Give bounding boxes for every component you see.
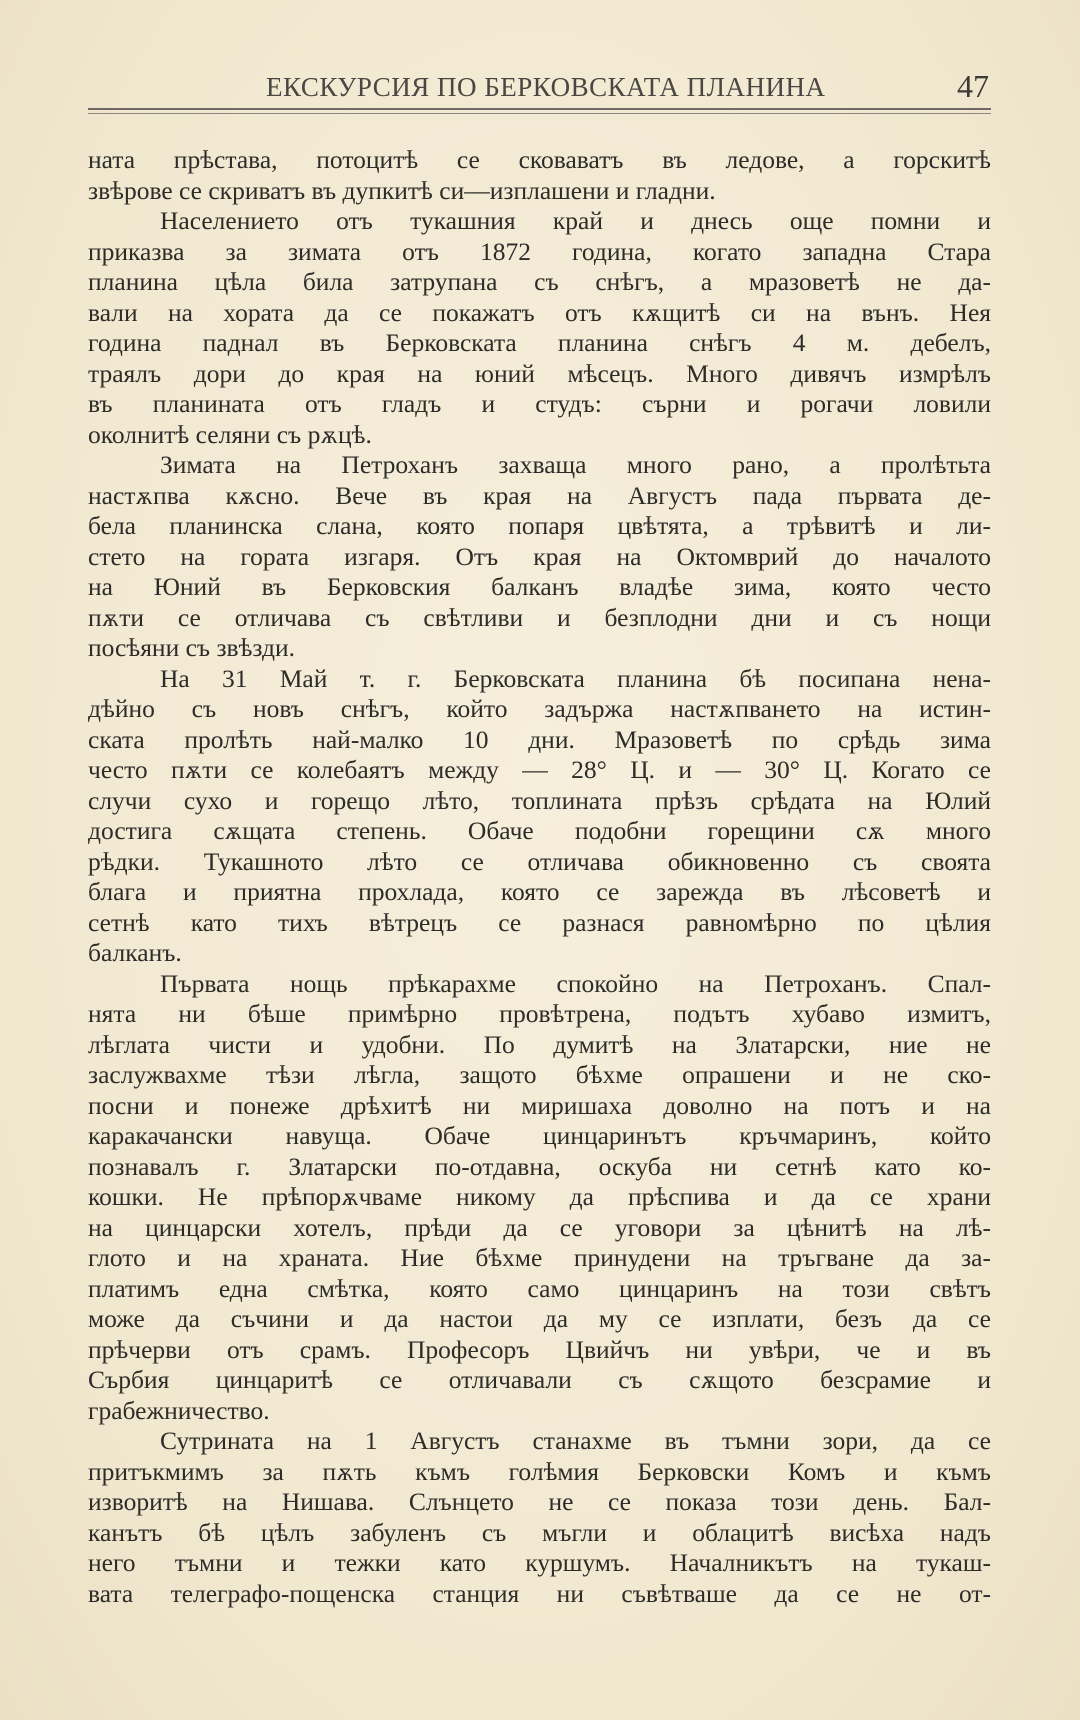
text-line: кошки. Не прѣпорѫчваме никому да прѣспива и да се храни xyxy=(88,1182,991,1211)
text-line: нята ни бѣше примѣрно провѣтрена, подътъ хубаво измитъ, xyxy=(88,999,991,1028)
text-line: дѣйно съ новъ снѣгъ, който задържа настѫпването на истин- xyxy=(88,694,991,723)
text-line: Населението отъ тукашния край и днесь още помни и xyxy=(160,206,991,235)
text-line: заслужвахме тѣзи лѣгла, защото бѣхме опрашени и не ско- xyxy=(88,1060,991,1089)
text-line: звѣрове се скриватъ въ дупкитѣ си—изплашени и гладни. xyxy=(88,175,716,205)
text-line: на Юний въ Берковския балканъ владѣе зима, която често xyxy=(88,572,991,601)
page-number: 47 xyxy=(957,68,989,104)
text-line: траялъ дори до края на юний мѣсецъ. Много дивячъ измрѣлъ xyxy=(88,358,991,388)
text-line: посни и понеже дрѣхитѣ ни миришаха доволно на потъ и на xyxy=(88,1090,991,1120)
text-line: Сутрината на 1 Августъ станахме въ тъмни зори, да се xyxy=(160,1426,991,1455)
text-line: глото и на храната. Ние бѣхме принудени на тръгване да за- xyxy=(88,1243,991,1272)
text-line: него тъмни и тежки като куршумъ. Началникътъ на тукаш- xyxy=(88,1548,991,1577)
text-line: година паднал въ Берковската планина снѣгъ 4 м. дебелъ, xyxy=(88,328,991,357)
text-line: балканъ. xyxy=(88,938,182,967)
text-line: каракачански навуща. Обаче цинцаринътъ кръчмаринъ, който xyxy=(88,1121,991,1150)
text-line: ната прѣстава, потоцитѣ се сковаватъ въ ледове, а горскитѣ xyxy=(88,145,991,174)
text-line: на цинцарски хотелъ, прѣди да се уговори за цѣнитѣ на лѣ- xyxy=(88,1212,991,1242)
text-line: притъкмимъ за пѫть къмъ голѣмия Берковски Комъ и къмъ xyxy=(88,1456,991,1486)
text-line: случи сухо и горещо лѣто, топлината прѣзъ срѣдата на Юлий xyxy=(88,785,991,815)
header-rule-thin xyxy=(88,113,991,114)
header-rule-thick xyxy=(88,108,991,110)
body-text xyxy=(88,145,991,1609)
text-line: На 31 Май т. г. Берковската планина бѣ посипана нена- xyxy=(160,663,991,693)
text-line: прѣчерви отъ срамъ. Професоръ Цвийчъ ни увѣри, че и въ xyxy=(88,1334,991,1364)
text-line: може да съчини и да настои да му се изплати, безъ да се xyxy=(88,1304,991,1333)
text-line: планина цѣла била затрупана съ снѣгъ, а мразоветѣ не да- xyxy=(88,267,991,296)
running-title: ЕКСКУРСИЯ ПО БЕРКОВСКАТА ПЛАНИНА xyxy=(266,72,826,102)
text-line: грабежничество. xyxy=(88,1395,270,1425)
text-line: рѣдки. Тукашното лѣто се отличава обикновенно съ своята xyxy=(88,846,991,876)
text-line: ската пролѣть най-малко 10 дни. Мразоветѣ по срѣдь зима xyxy=(88,724,991,754)
text-line: вата телеграфо-пощенска станция ни съвѣтваше да се не от- xyxy=(88,1578,991,1608)
text-line: вали на хората да се покажатъ отъ кѫщитѣ си на вънъ. Нея xyxy=(88,297,991,327)
text-line: посѣяни съ звѣзди. xyxy=(88,633,296,662)
text-line: блага и приятна прохлада, която се зарежда въ лѣсоветѣ и xyxy=(88,877,991,906)
text-line: Зимата на Петроханъ захваща много рано, а пролѣтьта xyxy=(160,450,991,479)
text-line: настѫпва кѫсно. Вече въ края на Августъ пада първата де- xyxy=(88,480,991,510)
text-line: лѣглата чисти и удобни. По думитѣ на Златарски, ние не xyxy=(88,1029,991,1059)
text-line: пѫти се отличава съ свѣтливи и безплодни дни и съ нощи xyxy=(88,602,991,632)
text-line: Първата нощь прѣкарахме спокойно на Петроханъ. Спал- xyxy=(160,968,991,998)
page-header xyxy=(88,66,991,106)
text-line: бела планинска слана, която попаря цвѣтята, а трѣвитѣ и ли- xyxy=(88,511,991,540)
text-line: въ планината отъ гладъ и студъ: сърни и рогачи ловили xyxy=(88,389,991,418)
text-line: околнитѣ селяни съ рѫцѣ. xyxy=(88,419,372,449)
text-line: приказва за зимата отъ 1872 година, когато западна Стара xyxy=(88,236,991,266)
text-line: достига сѫщата степень. Обаче подобни горещини сѫ много xyxy=(88,816,991,845)
text-line: Сърбия цинцаритѣ се отличавали съ сѫщото безсрамие и xyxy=(88,1365,991,1394)
text-line: изворитѣ на Нишава. Слънцето не се показа този день. Бал- xyxy=(88,1487,991,1516)
text-line: познавалъ г. Златарски по-отдавна, оскуба ни сетнѣ като ко- xyxy=(88,1151,991,1181)
text-line: сетнѣ като тихъ вѣтрецъ се разнася равномѣрно по цѣлия xyxy=(88,907,991,937)
text-line: стето на гората изгаря. Отъ края на Октомврий до началото xyxy=(88,541,991,571)
text-line: канътъ бѣ цѣлъ забуленъ съ мъгли и облацитѣ висѣха надъ xyxy=(88,1517,991,1547)
text-line: често пѫти се колебаятъ между — 28° Ц. и — 30° Ц. Когато се xyxy=(88,755,991,784)
text-line: платимъ една смѣтка, която само цинцаринъ на този свѣтъ xyxy=(88,1273,991,1303)
